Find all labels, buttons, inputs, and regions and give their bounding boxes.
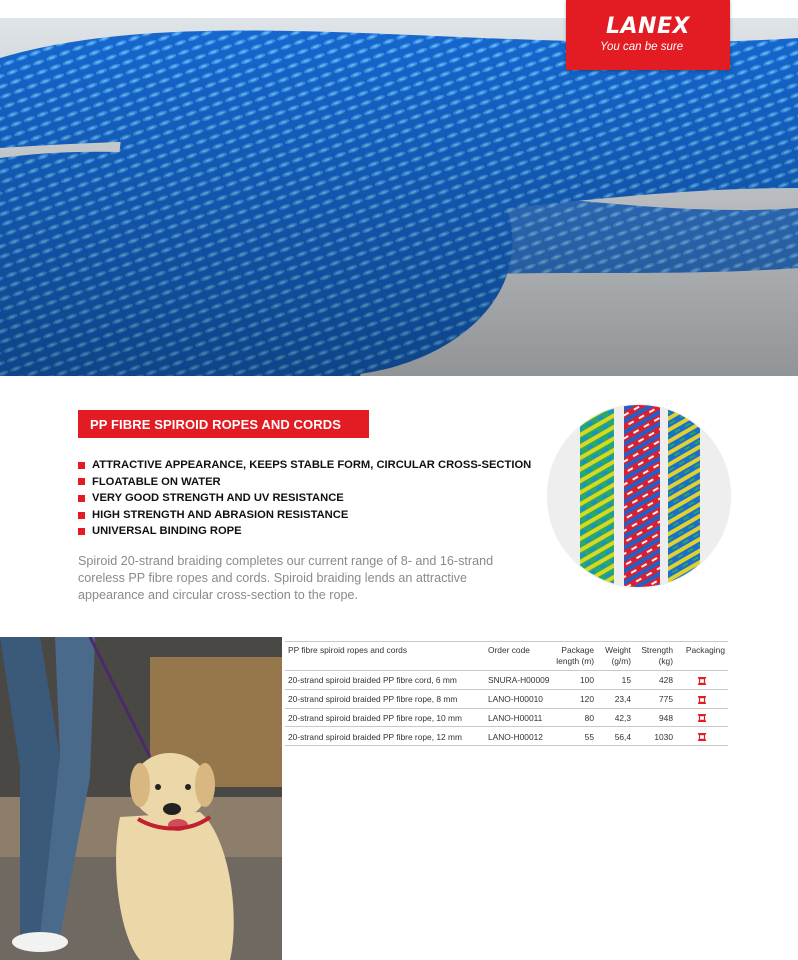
hero-rope-image <box>0 18 798 376</box>
cell-packaging <box>676 727 728 746</box>
cell-name: 20-strand spiroid braided PP fibre rope, 10 mm <box>285 708 485 727</box>
cell-code: LANO-H00010 <box>485 689 553 708</box>
cell-weight: 42,3 <box>597 708 634 727</box>
reel-icon <box>697 695 707 705</box>
bullet-square-icon <box>78 528 85 535</box>
feature-item: HIGH STRENGTH AND ABRASION RESISTANCE <box>78 507 531 524</box>
cell-strength: 948 <box>634 708 676 727</box>
table-row <box>285 708 728 727</box>
cell-length: 55 <box>553 727 597 746</box>
spec-table <box>285 643 728 746</box>
col-header-strength: Strength (kg) <box>634 643 676 671</box>
cell-name: 20-strand spiroid braided PP fibre rope, 12 mm <box>285 727 485 746</box>
table-top-rule <box>285 641 728 642</box>
logo-tagline: You can be sure <box>600 41 684 53</box>
table-row <box>285 689 728 708</box>
col-header-name: PP fibre spiroid ropes and cords <box>285 643 485 671</box>
dog-walking-photo <box>0 637 282 960</box>
feature-item: UNIVERSAL BINDING ROPE <box>78 523 531 540</box>
lanex-logo <box>566 0 730 70</box>
bullet-square-icon <box>78 462 85 469</box>
rope-samples-image <box>548 405 730 587</box>
table-header-row <box>285 643 728 671</box>
feature-item: FLOATABLE ON WATER <box>78 474 531 491</box>
cell-packaging <box>676 671 728 690</box>
cell-length: 80 <box>553 708 597 727</box>
reel-icon <box>697 713 707 723</box>
cell-code: SNURA-H00009 <box>485 671 553 690</box>
section-heading: PP FIBRE SPIROID ROPES AND CORDS <box>78 410 369 438</box>
cell-length: 120 <box>553 689 597 708</box>
cell-strength: 1030 <box>634 727 676 746</box>
cell-name: 20-strand spiroid braided PP fibre rope, 8 mm <box>285 689 485 708</box>
cell-name: 20-strand spiroid braided PP fibre cord, 6 mm <box>285 671 485 690</box>
table-row <box>285 727 728 746</box>
reel-icon <box>697 732 707 742</box>
feature-item: VERY GOOD STRENGTH AND UV RESISTANCE <box>78 490 531 507</box>
logo-wordmark: LANEX <box>606 14 690 39</box>
col-header-weight: Weight (g/m) <box>597 643 634 671</box>
feature-list <box>78 457 531 540</box>
cell-weight: 23,4 <box>597 689 634 708</box>
reel-icon <box>697 676 707 686</box>
table-row <box>285 671 728 690</box>
bullet-square-icon <box>78 512 85 519</box>
cell-strength: 775 <box>634 689 676 708</box>
cell-packaging <box>676 708 728 727</box>
cell-weight: 15 <box>597 671 634 690</box>
product-description: Spiroid 20-strand braiding completes our current range of 8- and 16-strand coreless PP fibre ropes and cords. Spiroid braiding lends an attractive appearance and circular cross-section to the rope. <box>78 554 494 602</box>
col-header-packaging: Packaging <box>676 643 728 671</box>
cell-weight: 56,4 <box>597 727 634 746</box>
cell-strength: 428 <box>634 671 676 690</box>
cell-length: 100 <box>553 671 597 690</box>
cell-code: LANO-H00012 <box>485 727 553 746</box>
bullet-square-icon <box>78 495 85 502</box>
bullet-square-icon <box>78 478 85 485</box>
cell-packaging <box>676 689 728 708</box>
cell-code: LANO-H00011 <box>485 708 553 727</box>
feature-item: ATTRACTIVE APPEARANCE, KEEPS STABLE FORM, CIRCULAR CROSS-SECTION <box>78 457 531 474</box>
col-header-length: Package length (m) <box>553 643 597 671</box>
col-header-code: Order code <box>485 643 553 671</box>
